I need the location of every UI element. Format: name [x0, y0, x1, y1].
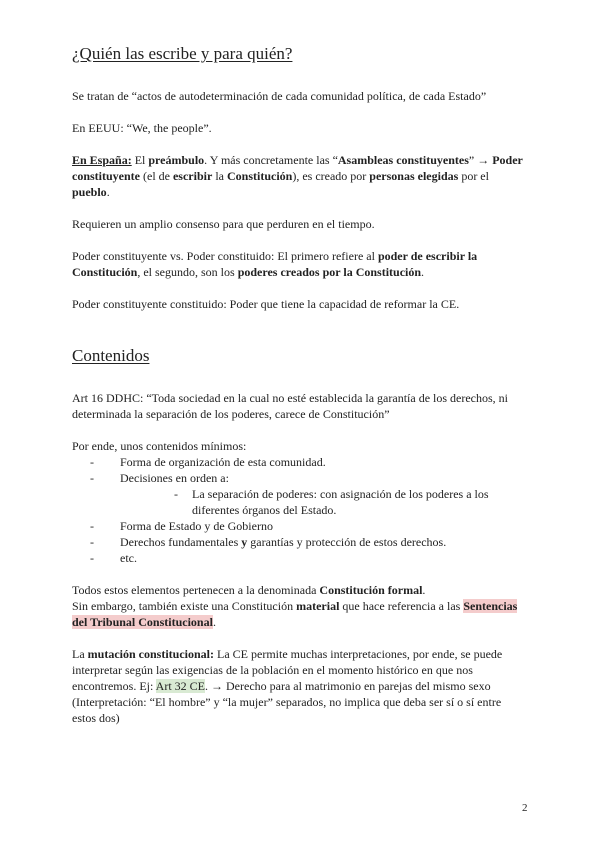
- term-preambulo: preámbulo: [148, 153, 205, 167]
- list-item: - etc.: [72, 550, 528, 566]
- paragraph-autodeterminacion: Se tratan de “actos de autodeterminación de cada comunidad política, de cada Estado”: [72, 89, 487, 103]
- paragraph-contenidos-minimos: Por ende, unos contenidos mínimos:: [72, 439, 247, 453]
- text-run: .: [421, 265, 425, 279]
- term-sentencias-tc: Sentencias del Tribunal Constitucional: [72, 599, 518, 629]
- list-item-label: Decisiones en orden a:: [120, 471, 229, 485]
- list-item: - Forma de organización de esta comunidad.: [72, 454, 528, 470]
- term-escribir: escribir: [172, 169, 213, 183]
- text-run: por el: [458, 169, 489, 183]
- term-material: material: [296, 599, 340, 613]
- section-heading-quien: ¿Quién las escribe y para quién?: [72, 44, 293, 63]
- text-run: . → Derecho para al matrimonio en parejas del mismo sexo (Interpretación: “El hombre” y “la mujer” separados, no implica que deba ser sí o sí entre estos dos): [72, 679, 502, 725]
- list-item: [72, 470, 528, 518]
- term-mutacion-constitucional: mutación constitucional:: [87, 647, 214, 661]
- text-run: Poder constituyente vs. Poder constituido: El primero refiere al: [72, 249, 378, 263]
- contents-list: [72, 454, 528, 566]
- term-y: y: [241, 535, 248, 549]
- sub-list: [120, 486, 528, 518]
- paragraph-poder-constituido: Poder constituyente constituido: Poder que tiene la capacidad de reformar la CE.: [72, 297, 460, 311]
- text-run: El: [131, 153, 149, 167]
- text-run: . Y más concretamente las “: [204, 153, 338, 167]
- paragraph-poder-vs: [72, 248, 528, 280]
- term-constitucion-formal: Constitución formal: [319, 583, 423, 597]
- text-run: Sin embargo, también existe una Constitución: [72, 599, 297, 613]
- page-number: 2: [522, 802, 528, 814]
- text-run: la: [212, 169, 227, 183]
- paragraph-constitucion-formal: [72, 582, 528, 630]
- text-run: (el de: [140, 169, 173, 183]
- list-item: - La separación de poderes: con asignación de los poderes a los diferentes órganos del Estado.: [120, 486, 528, 518]
- paragraph-espana: [72, 152, 528, 200]
- term-personas-elegidas: personas elegidas: [369, 169, 459, 183]
- paragraph-eeuu: En EEUU: “We, the people”.: [72, 121, 212, 135]
- term-asambleas: Asambleas constituyentes: [337, 153, 469, 167]
- term-constitucion: Constitución: [226, 169, 293, 183]
- list-item: - Forma de Estado y de Gobierno: [72, 518, 528, 534]
- text-run: ), es creado por: [292, 169, 370, 183]
- paragraph-mutacion: [72, 646, 528, 726]
- term-poder-constituyente: Poder constituyente: [72, 153, 523, 183]
- term-poder-escribir: poder de escribir la Constitución: [72, 249, 478, 279]
- text-run: .: [422, 583, 426, 597]
- text-run: garantías y protección de estos derechos.: [247, 535, 447, 549]
- text-run: La: [72, 647, 88, 661]
- text-run: ” →: [468, 153, 493, 167]
- section-heading-contenidos: Contenidos: [72, 346, 150, 365]
- term-art32: Art 32 CE: [155, 679, 205, 693]
- text-run: , el segundo, son los: [137, 265, 238, 279]
- term-poderes-creados: poderes creados por la Constitución: [237, 265, 422, 279]
- text-run: Derechos fundamentales: [120, 535, 242, 549]
- paragraph-art16: Art 16 DDHC: “Toda sociedad en la cual no esté establecida la garantía de los derechos, ni determinada la separación de los poderes, carece de Constitución”: [72, 391, 509, 421]
- label-espana: En España:: [72, 153, 132, 167]
- text-run: que hace referencia a las: [339, 599, 464, 613]
- text-run: .: [106, 185, 110, 199]
- list-item: [72, 534, 528, 550]
- term-pueblo: pueblo: [72, 185, 107, 199]
- text-run: .: [212, 615, 216, 629]
- paragraph-consenso: Requieren un amplio consenso para que perduren en el tiempo.: [72, 217, 375, 231]
- text-run: La CE permite muchas interpretaciones, por ende, se puede interpretar según las exigencias de la población en el momento histórico en que nos encontremos. Ej:: [72, 647, 503, 693]
- text-run: Todos estos elementos pertenecen a la denominada: [72, 583, 320, 597]
